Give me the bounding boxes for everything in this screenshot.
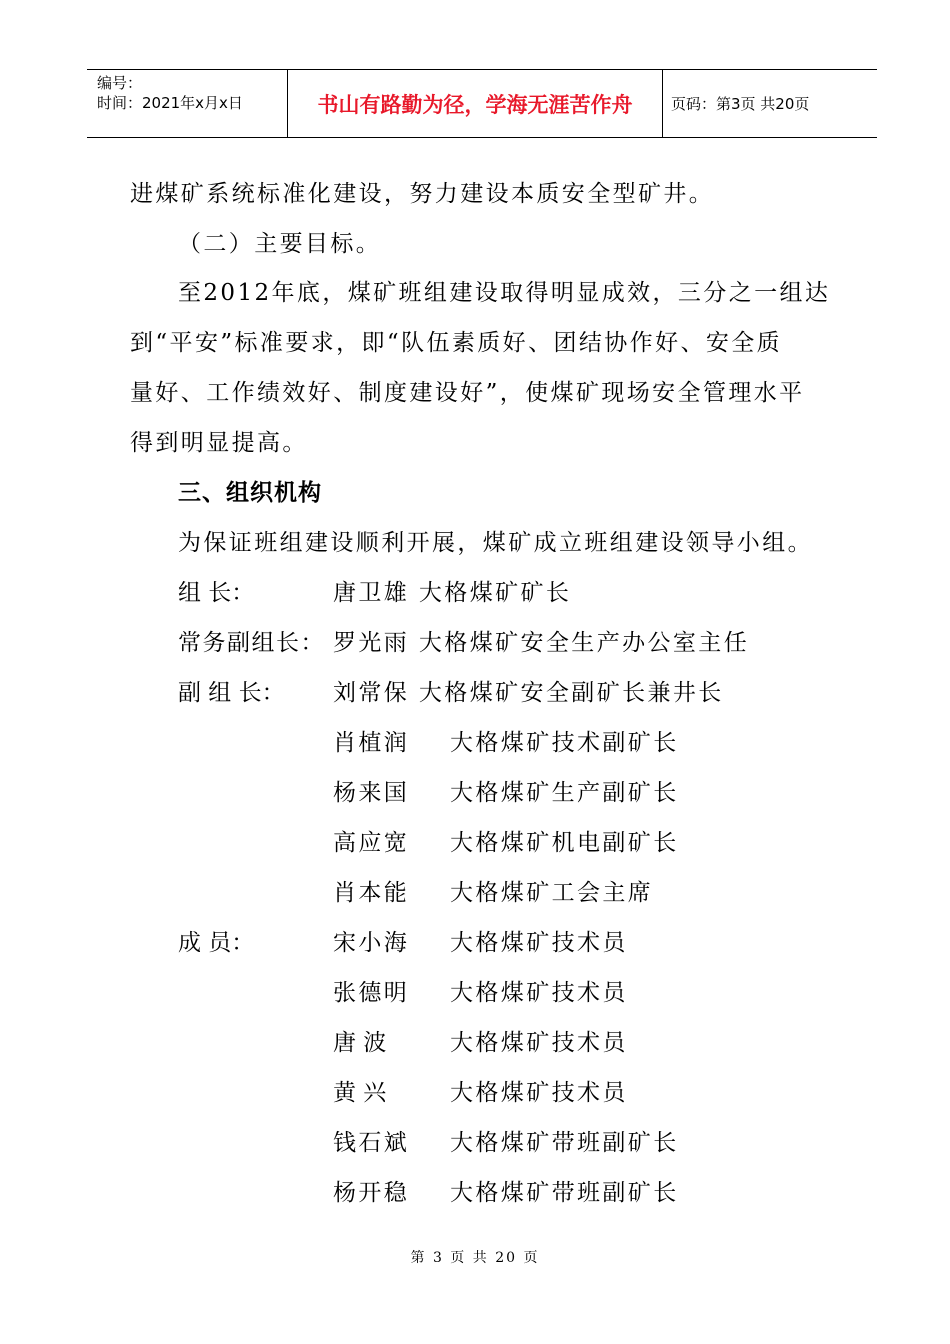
member-name: 黄 兴 — [333, 1080, 387, 1106]
member-title: 大格煤矿技术员 — [450, 1030, 628, 1056]
deputy-title: 大格煤矿生产副矿长 — [450, 780, 679, 806]
role-label-deputy: 副 组 长： — [178, 680, 285, 706]
header-page-info: 页码：第3页 共20页 — [671, 95, 810, 113]
paragraph-line: 得到明显提高。 — [130, 430, 308, 456]
member-title: 大格煤矿带班副矿长 — [450, 1180, 679, 1206]
member-title: 大格煤矿技术员 — [450, 980, 628, 1006]
page-footer: 第 3 页 共 20 页 — [410, 1250, 540, 1266]
deputy-name: 肖植润 — [333, 730, 410, 756]
exec-deputy-entry: 罗光雨 大格煤矿安全生产办公室主任 — [333, 630, 750, 656]
role-label-members: 成 员： — [178, 930, 255, 956]
subsection-heading: （二）主要目标。 — [178, 231, 382, 257]
member-title: 大格煤矿带班副矿长 — [450, 1130, 679, 1156]
section-heading: 三、组织机构 — [178, 480, 322, 506]
paragraph-line: 进煤矿系统标准化建设，努力建设本质安全型矿井。 — [130, 181, 715, 207]
paragraph-line: 至2012年底，煤矿班组建设取得明显成效，三分之一组达 — [178, 280, 831, 306]
deputy-name: 杨来国 — [333, 780, 410, 806]
deputy-entry: 刘常保 大格煤矿安全副矿长兼井长 — [333, 680, 724, 706]
deputy-title: 大格煤矿工会主席 — [450, 880, 654, 906]
member-title: 大格煤矿技术员 — [450, 1080, 628, 1106]
paragraph-line: 量好、工作绩效好、制度建设好”，使煤矿现场安全管理水平 — [130, 380, 805, 406]
leader-entry: 唐卫雄 大格煤矿矿长 — [333, 580, 572, 606]
deputy-name: 高应宽 — [333, 830, 410, 856]
page-header — [87, 69, 877, 138]
member-name: 唐 波 — [333, 1030, 387, 1056]
number-label: 编号： — [97, 74, 143, 92]
member-name: 张德明 — [333, 980, 410, 1006]
member-name: 杨开稳 — [333, 1180, 410, 1206]
role-label-exec-deputy: 常务副组长： — [178, 630, 325, 656]
deputy-title: 大格煤矿技术副矿长 — [450, 730, 679, 756]
member-name: 宋小海 — [333, 930, 410, 956]
role-label-leader: 组 长： — [178, 580, 255, 606]
deputy-name: 肖本能 — [333, 880, 410, 906]
time-label: 时间：2021年x月x日 — [97, 94, 243, 112]
header-slogan: 书山有路勤为径，学海无涯苦作舟 — [317, 92, 633, 117]
paragraph-line: 为保证班组建设顺利开展，煤矿成立班组建设领导小组。 — [178, 530, 813, 556]
member-title: 大格煤矿技术员 — [450, 930, 628, 956]
header-meta — [87, 70, 287, 137]
deputy-title: 大格煤矿机电副矿长 — [450, 830, 679, 856]
member-name: 钱石斌 — [333, 1130, 410, 1156]
paragraph-line: 到“平安”标准要求，即“队伍素质好、团结协作好、安全质 — [130, 330, 783, 356]
